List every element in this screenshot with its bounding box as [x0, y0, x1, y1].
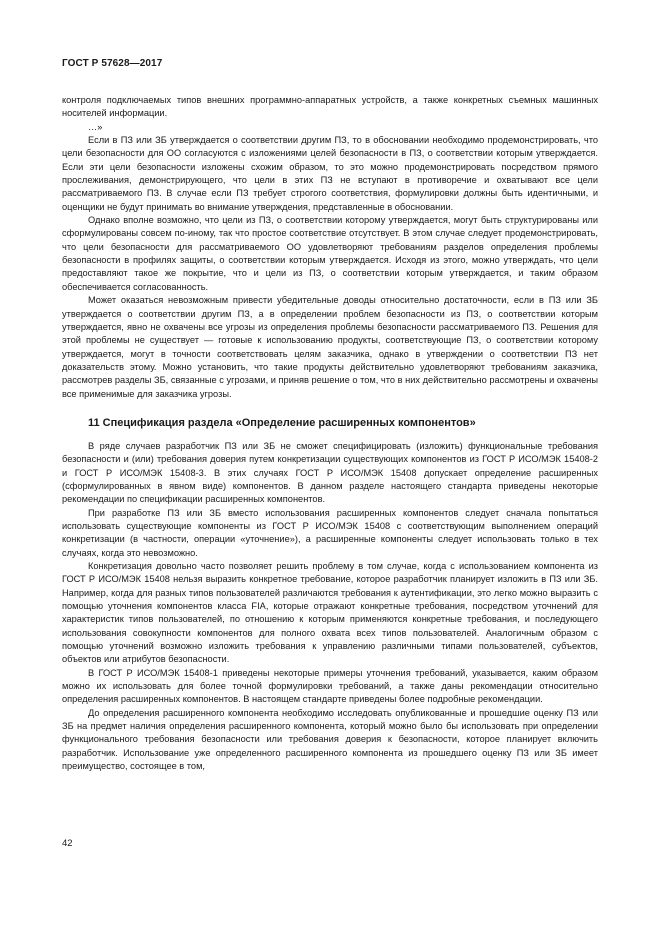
paragraph: В ряде случаев разработчик ПЗ или ЗБ не сможет специфицировать (изложить) функциональные требования безопасности и (или) требования доверия путем конкретизации существующих компонентов из ГОСТ Р ИСО/МЭК 15408-2 и ГОСТ Р ИСО/МЭК 15408-3. В этих случаях ГОСТ Р ИСО/МЭК 15408 допускает определение расширенных (сформулированных в явном виде) компонентов. В данном разделе настоящего стандарта приведены некоторые рекомендации по спецификации расширенных компонентов. — [62, 440, 598, 505]
paragraph: Однако вполне возможно, что цели из ПЗ, о соответствии которому утверждается, могут быть структурированы или сформулированы совсем по-иному, так что простое соответствие отсутствует. В этом случае следует продемонстрировать, что цели безопасности для рассматриваемого ОО удовлетворяют требованиям разделов определения проблемы безопасности в профилях защиты, о соответствии которым утверждается. Исходя из этого, можно утверждать, что цели предоставляют такое же покрытие, что и цели из ПЗ, о соответствии которым утверждается, и таким образом обеспечивается согласованность. — [62, 215, 598, 292]
paragraph: Если в ПЗ или ЗБ утверждается о соответствии другим ПЗ, то в обосновании необходимо продемонстрировать, что цели безопасности для ОО согласуются с изложениями целей безопасности в ПЗ, о соответствии которым утверждается. Если эти цели безопасности изложены схожим образом, то это можно продемонстрировать посредством прямого прослеживания, демонстрирующего, что цели в этих ПЗ не вступают в противоречие и охватывают все цели рассматриваемого ПЗ. В случае если ПЗ требует строгого соответствия, формулировки должны быть идентичными, и оценщики не будут принимать во внимание утверждения, представленные в обосновании. — [62, 135, 598, 212]
paragraph: При разработке ПЗ или ЗБ вместо использования расширенных компонентов следует сначала попытаться использовать существующие компоненты из ГОСТ Р ИСО/МЭК 15408 с соответствующим выполнением операций конкретизации (в частности, операции «уточнение»), а расширенные компоненты следует использовать только в тех случаях, когда это невозможно. — [62, 507, 598, 558]
paragraph: До определения расширенного компонента необходимо исследовать опубликованные и прошедшие оценку ПЗ или ЗБ на предмет наличия определения расширенного компонента, который можно было бы использовать при определении функционального требования безопасности или требования доверия к безопасности, которое планирует включить разработчик. Использование уже определенного расширенного компонента из прошедшего оценку ПЗ или ЗБ имеет преимущество, состоящее в том, — [62, 707, 598, 772]
paragraph: В ГОСТ Р ИСО/МЭК 15408-1 приведены некоторые примеры уточнения требований, указывается, каким образом можно их использовать для более точной формулировки требований, а также даны рекомендации относительно определения расширенных компонентов. В настоящем стандарте приведены более подробные рекомендации. — [62, 667, 598, 705]
page-number: 42 — [62, 838, 73, 849]
document-header: ГОСТ Р 57628—2017 — [62, 58, 163, 69]
paragraph-ellipsis: …» — [88, 121, 103, 132]
document-body — [62, 94, 598, 774]
section-title: 11 Спецификация раздела «Определение расширенных компонентов» — [88, 416, 476, 429]
paragraph-continuation: контроля подключаемых типов внешних программно-аппаратных устройств, а также конкретных съемных машинных носителей информации. — [62, 95, 598, 119]
paragraph: Может оказаться невозможным привести убедительные доводы относительно достаточности, если в ПЗ или ЗБ утверждается о соответствии другим ПЗ, а в определении проблем безопасности из ПЗ, о соответствии которым утверждается, явно не охвачены все угрозы из определения проблемы безопасности рассматриваемого ПЗ. Решения для этой проблемы не существует — готовые к использованию продукты, соответствующие ПЗ, о соответствии которому утверждается, могут в точности соответствовать целям заказчика, однако в утверждении о соответствии ПЗ нет доказательств этому. Можно установить, что такие продукты действительно удовлетворяют требованиям заказчика, рассмотрев разделы ЗБ, связанные с угрозами, и приняв решение о том, что в них действительно рассмотрены и охвачены все применимые для заказчика угрозы. — [62, 295, 598, 399]
paragraph: Конкретизация довольно часто позволяет решить проблему в том случае, когда с использованием компонента из ГОСТ Р ИСО/МЭК 15408 нельзя выразить конкретное требование, которое разработчик планирует изложить в ПЗ или ЗБ. Например, когда для разных типов пользователей различаются требования к аутентификации, это легко можно выразить с помощью уточнения компонентов класса FIA, которые отражают конкретные требования, посредством уточнений для характеристик типов пользователей, по отношению к которым применяются конкретные требования, и последующего использования совокупности компонентов для полного охвата всех типов пользователей. Аналогичным образом с помощью уточнений возможно изложить требования к управлению различными типами пользователей, субъектов, объектов или атрибутов безопасности. — [62, 561, 598, 665]
